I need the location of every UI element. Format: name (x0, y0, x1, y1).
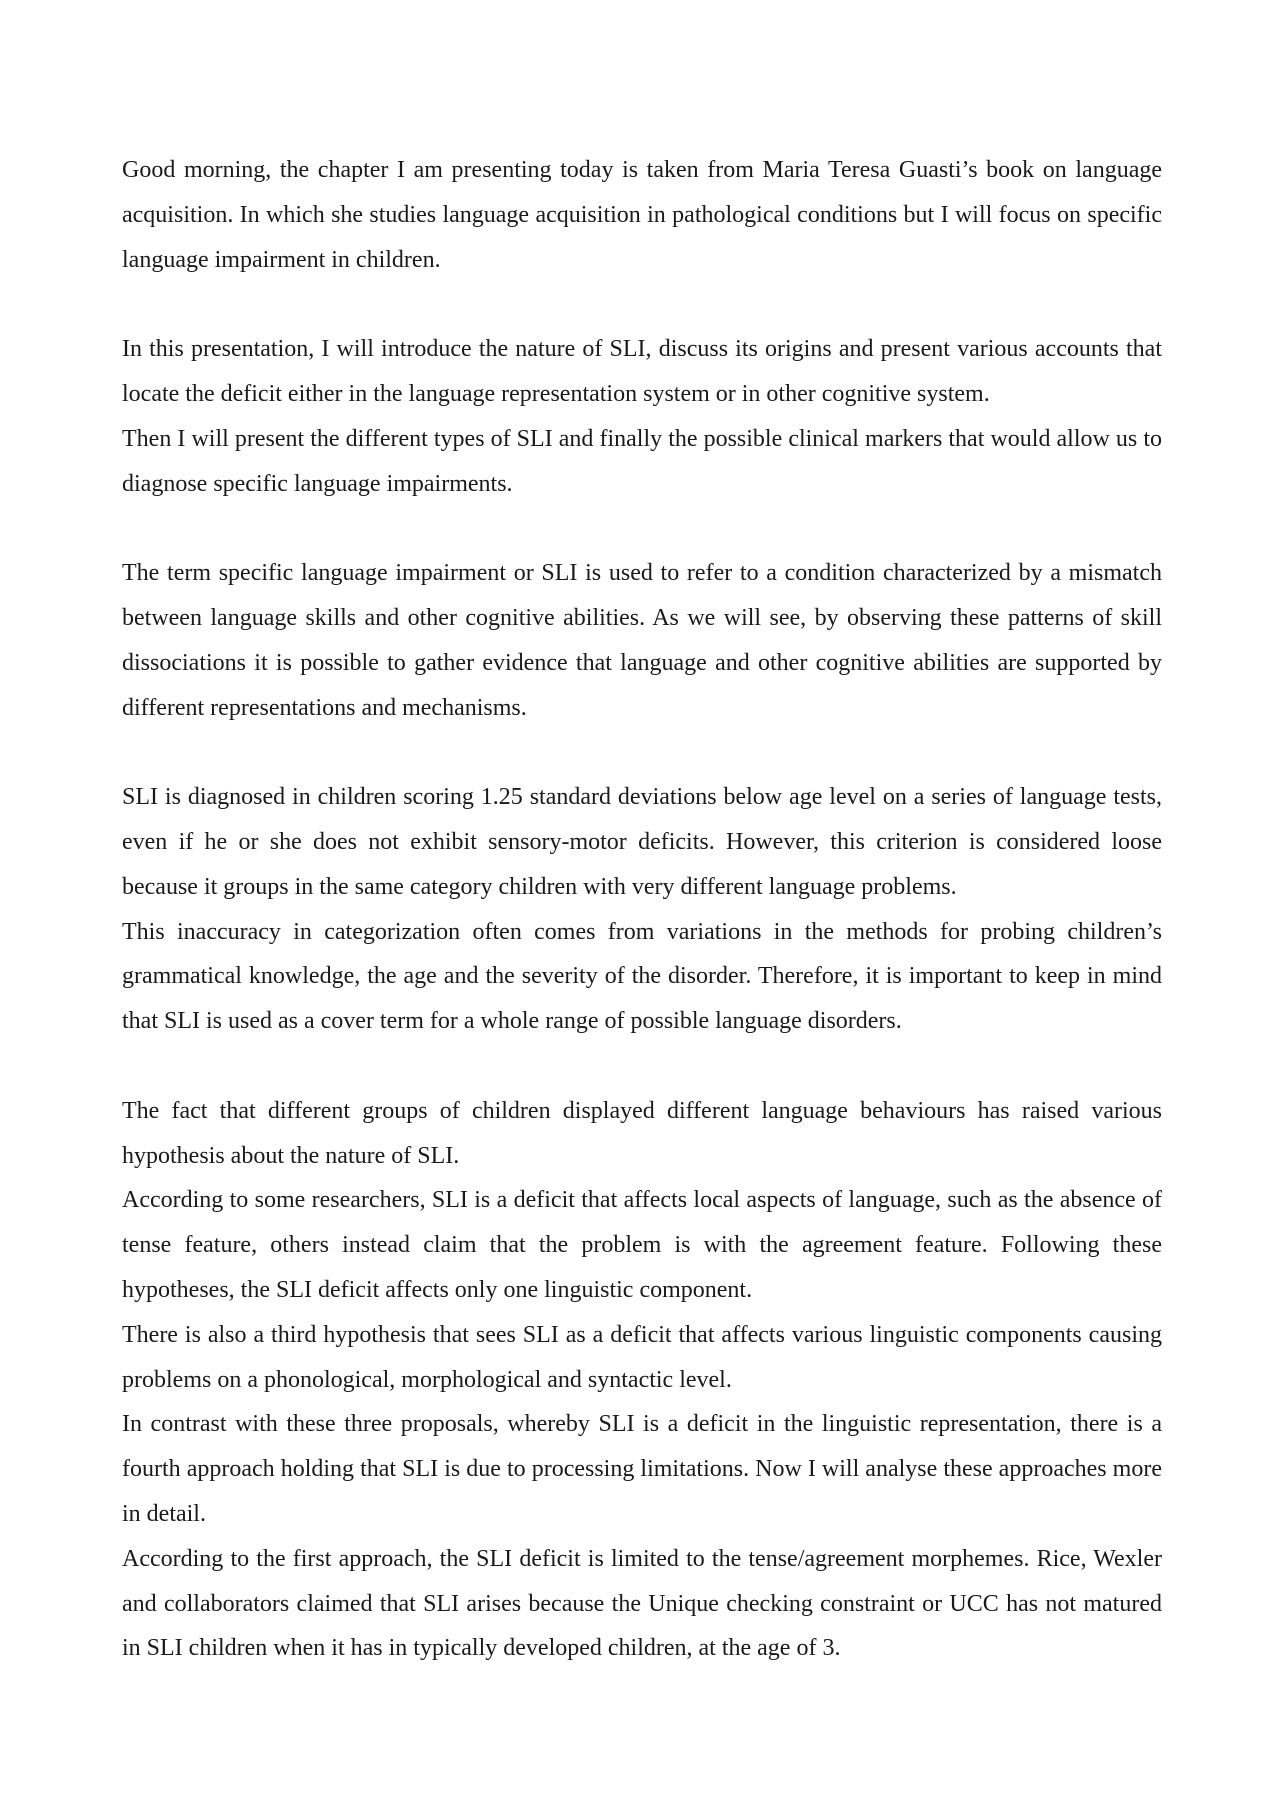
paragraph-types-and-markers: Then I will present the different types of SLI and finally the possible clinical markers that would allow us to diagnose specific language impairments. (122, 425, 1162, 497)
paragraph-local-deficit-hypotheses: According to some researchers, SLI is a deficit that affects local aspects of language, such as the absence of tense feature, others instead claim that the problem is with the agreement feature. Following these hypotheses, the SLI deficit affects only one linguistic component. (122, 1187, 1162, 1303)
paragraph-first-approach-ucc: According to the first approach, the SLI deficit is limited to the tense/agreement morphemes. Rice, Wexler and collaborators claimed that SLI arises because the Unique checking constraint or UCC has not matured in SLI children when it has in typically developed children, at the age of 3. (122, 1545, 1162, 1662)
document-body (122, 148, 1162, 1671)
paragraph-categorization-inaccuracy: This inaccuracy in categorization often comes from variations in the methods for probing children’s grammatical knowledge, the age and the severity of the disorder. Therefore, it is important to keep in mind that SLI is used as a cover term for a whole range of possible language disorders. (122, 918, 1162, 1035)
paragraph-presentation-overview: In this presentation, I will introduce the nature of SLI, discuss its origins and present various accounts that locate the deficit either in the language representation system or in other cognitive system. (122, 336, 1162, 407)
paragraph-third-hypothesis: There is also a third hypothesis that sees SLI as a deficit that affects various linguistic components causing problems on a phonological, morphological and syntactic level. (122, 1321, 1162, 1393)
paragraph-hypotheses-intro: The fact that different groups of children displayed different language behaviours has raised various hypothesis about the nature of SLI. (122, 1097, 1162, 1169)
paragraph-introduction: Good morning, the chapter I am presenting today is taken from Maria Teresa Guasti’s book on language acquisition. In which she studies language acquisition in pathological conditions but I will focus on specific language impairment in children. (122, 157, 1162, 273)
paragraph-sli-diagnosis: SLI is diagnosed in children scoring 1.25 standard deviations below age level on a series of language tests, even if he or she does not exhibit sensory-motor deficits. However, this criterion is considered loose because it groups in the same category children with very different language problems. (122, 784, 1162, 900)
paragraph-sli-definition: The term specific language impairment or SLI is used to refer to a condition characterized by a mismatch between language skills and other cognitive abilities. As we will see, by observing these patterns of skill dissociations it is possible to gather evidence that language and other cognitive abilities are supported by different representations and mechanisms. (122, 560, 1162, 721)
paragraph-processing-approach: In contrast with these three proposals, whereby SLI is a deficit in the linguistic representation, there is a fourth approach holding that SLI is due to processing limitations. Now I will analyse these approaches more in detail. (122, 1411, 1162, 1527)
